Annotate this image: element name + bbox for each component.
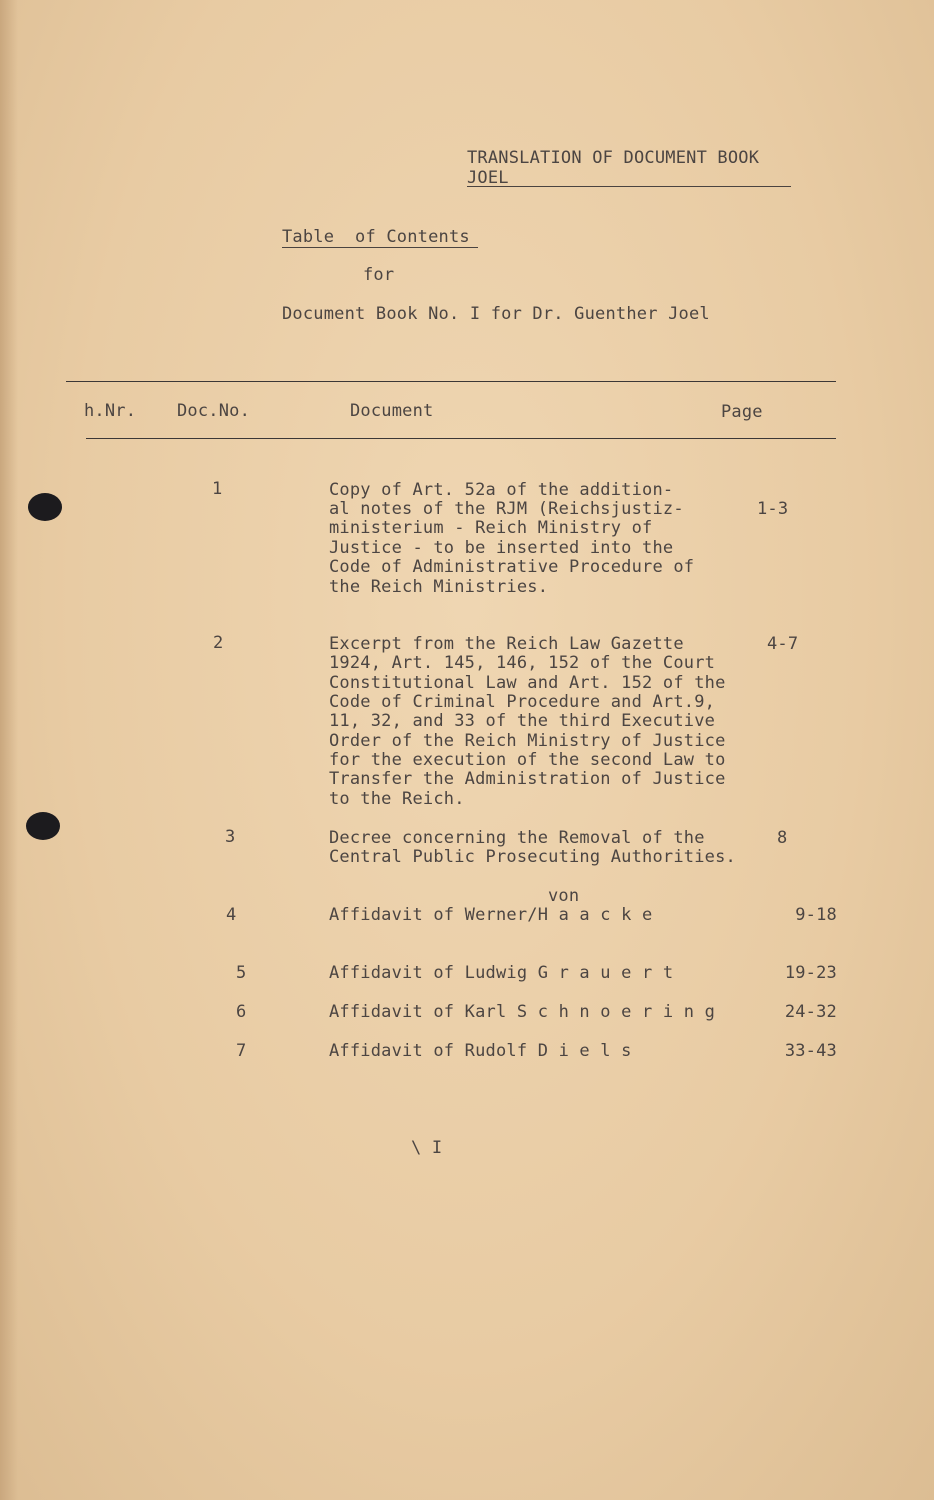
entry-number: 4 <box>226 905 237 925</box>
entry-line: Order of the Reich Ministry of Justice <box>329 731 726 751</box>
entry-line: Excerpt from the Reich Law Gazette <box>329 634 684 654</box>
entry-annotation: von <box>548 886 580 906</box>
entry-line: 1924, Art. 145, 146, 152 of the Court <box>329 653 716 673</box>
column-page: Page <box>721 402 763 422</box>
entry-page: 33-43 <box>784 1041 837 1061</box>
entry-line: Justice - to be inserted into the <box>329 538 674 558</box>
entry-number: 5 <box>236 963 247 983</box>
entry-page: 9-18 <box>795 905 837 925</box>
entry-line: Decree concerning the Removal of the <box>329 828 705 848</box>
entry-line: 11, 32, and 33 of the third Executive <box>329 711 716 731</box>
for-label: for <box>363 265 395 285</box>
column-doc-no: Doc.No. <box>177 401 251 421</box>
entry-line: Code of Criminal Procedure and Art.9, <box>329 692 716 712</box>
column-ch-nr: h.Nr. <box>84 401 137 421</box>
entry-line: the Reich Ministries. <box>329 577 549 597</box>
entry-line: Code of Administrative Procedure of <box>329 557 695 577</box>
punch-hole-top <box>28 493 62 521</box>
entry-number: 7 <box>236 1041 247 1061</box>
entry-page: 1-3 <box>757 499 789 519</box>
entry-line: Central Public Prosecuting Authorities. <box>329 847 736 867</box>
header-rule-bottom <box>86 438 836 439</box>
entry-line: Affidavit of Karl S c h n o e r i n g <box>329 1002 716 1022</box>
entry-page: 8 <box>777 828 788 848</box>
punch-hole-bottom <box>26 812 60 840</box>
entry-line: al notes of the RJM (Reichsjustiz- <box>329 499 684 519</box>
entry-line: Affidavit of Rudolf D i e l s <box>329 1041 632 1061</box>
entry-page: 4-7 <box>767 634 799 654</box>
column-document: Document <box>350 401 434 421</box>
entry-page: 19-23 <box>784 963 837 983</box>
entry-page: 24-32 <box>784 1002 837 1022</box>
entry-line: for the execution of the second Law to <box>329 750 726 770</box>
entry-line: Transfer the Administration of Justice <box>329 769 726 789</box>
entry-line: Affidavit of Werner/H a a c k e <box>329 905 653 925</box>
entry-line: Constitutional Law and Art. 152 of the <box>329 673 726 693</box>
entry-line: Affidavit of Ludwig G r a u e r t <box>329 963 674 983</box>
page-edge <box>0 0 18 1500</box>
toc-title: Table of Contents <box>282 227 470 247</box>
page-marker: \ I <box>411 1138 443 1158</box>
toc-underline <box>282 247 478 248</box>
entry-number: 3 <box>225 827 236 847</box>
entry-number: 6 <box>236 1002 247 1022</box>
header-line-1: TRANSLATION OF DOCUMENT BOOK <box>467 148 760 168</box>
entry-number: 2 <box>213 633 224 653</box>
header-line-2: JOEL <box>467 168 509 188</box>
header-underline <box>467 186 791 187</box>
entry-line: ministerium - Reich Ministry of <box>329 518 653 538</box>
entry-number: 1 <box>212 479 223 499</box>
entry-line: Copy of Art. 52a of the addition- <box>329 480 674 500</box>
entry-line: to the Reich. <box>329 789 465 809</box>
book-title: Document Book No. I for Dr. Guenther Joel <box>282 304 710 324</box>
header-rule-top <box>66 381 836 382</box>
